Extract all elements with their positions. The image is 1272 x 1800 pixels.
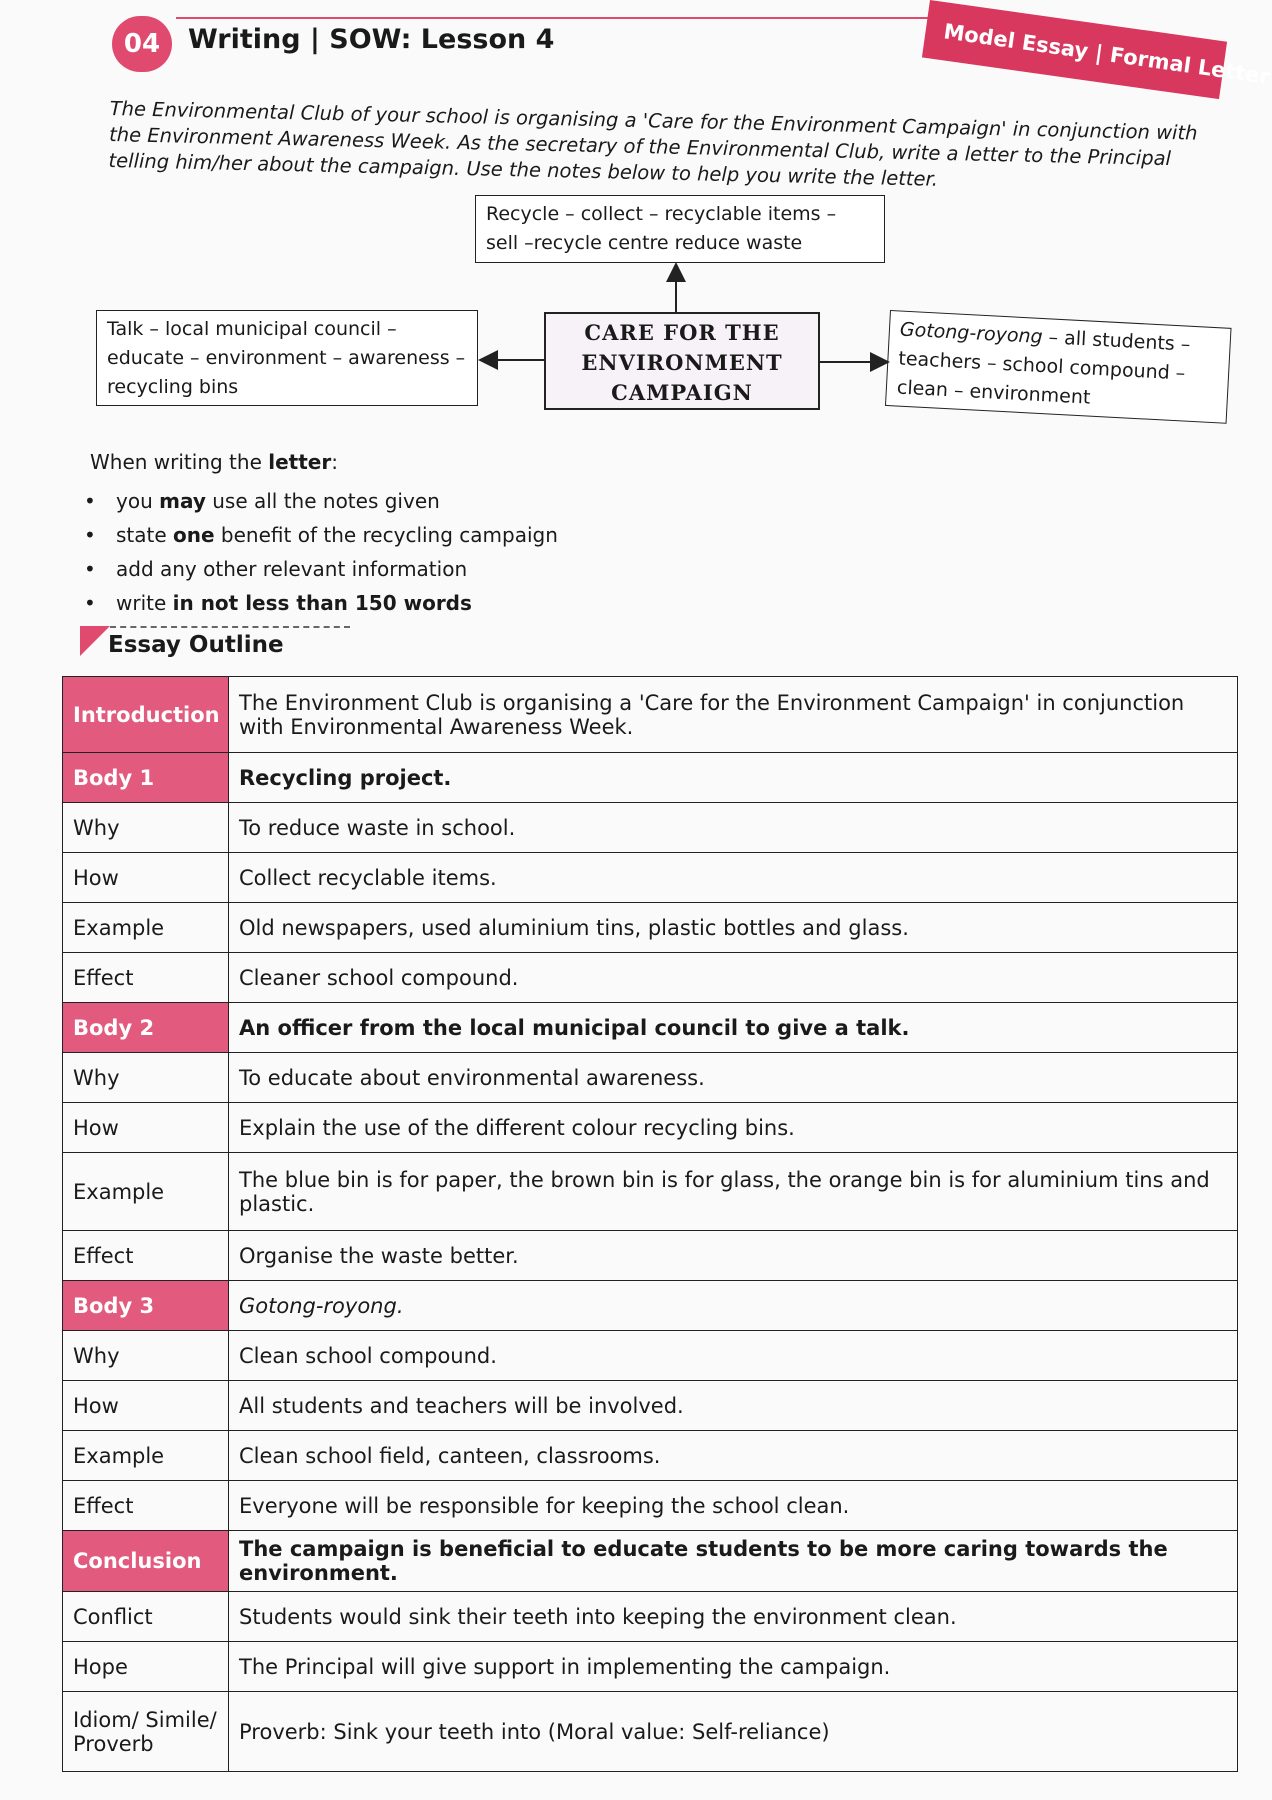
- bullet-pre: add any other relevant information: [116, 557, 468, 581]
- row-label: How: [63, 1103, 229, 1153]
- row-text: Old newspapers, used aluminium tins, plastic bottles and glass.: [229, 903, 1238, 953]
- row-text: Collect recyclable items.: [229, 853, 1238, 903]
- center-line-1: CARE FOR THE: [584, 320, 780, 345]
- table-row: [63, 853, 1238, 903]
- table-row: [63, 1003, 1238, 1053]
- center-line-3: CAMPAIGN: [611, 380, 753, 405]
- row-label: Conclusion: [63, 1531, 229, 1592]
- row-text: Clean school field, canteen, classrooms.: [229, 1431, 1238, 1481]
- table-row: [63, 1053, 1238, 1103]
- row-text: Explain the use of the different colour recycling bins.: [229, 1103, 1238, 1153]
- row-label: Introduction: [63, 677, 229, 753]
- instruction-bullets: [84, 484, 558, 620]
- row-text: Cleaner school compound.: [229, 953, 1238, 1003]
- bullet-item: [84, 518, 558, 552]
- mindmap-left-note: Talk – local municipal council – educate – environment – awareness – recycling bins: [96, 310, 478, 406]
- row-text: Proverb: Sink your teeth into (Moral value: Self-reliance): [229, 1692, 1238, 1772]
- row-label: Hope: [63, 1642, 229, 1692]
- table-row: [63, 1592, 1238, 1642]
- row-label: Body 2: [63, 1003, 229, 1053]
- bullet-post: benefit of the recycling campaign: [214, 523, 558, 547]
- row-label: How: [63, 1381, 229, 1431]
- row-text: Clean school compound.: [229, 1331, 1238, 1381]
- table-row: [63, 1381, 1238, 1431]
- instructions-intro: [90, 450, 338, 474]
- row-text: Recycling project.: [229, 753, 1238, 803]
- center-line-2: ENVIRONMENT: [581, 350, 783, 375]
- table-row: [63, 1231, 1238, 1281]
- row-label: Example: [63, 1153, 229, 1231]
- table-row: [63, 1281, 1238, 1331]
- row-text: Students would sink their teeth into keeping the environment clean.: [229, 1592, 1238, 1642]
- row-label: Why: [63, 1053, 229, 1103]
- heading-flag-icon: [80, 626, 110, 656]
- essay-outline-table: [62, 676, 1238, 1772]
- table-row: [63, 803, 1238, 853]
- row-label: Example: [63, 1431, 229, 1481]
- row-label: How: [63, 853, 229, 903]
- row-label: Body 1: [63, 753, 229, 803]
- row-label: Effect: [63, 953, 229, 1003]
- mindmap-right-text: – all students – teachers – school compound –clean – environment: [896, 326, 1191, 409]
- table-row: [63, 1331, 1238, 1381]
- intro-pre: When writing the: [90, 450, 269, 474]
- task-prompt: The Environmental Club of your school is organising a 'Care for the Environment Campaign' in conjunction with the Environment Awareness Week. As the secretary of the Environmental Club, write a letter to the Principal telling him/her about the campaign. Use the notes below to help you write the letter.: [108, 96, 1198, 191]
- row-text: The Environment Club is organising a 'Care for the Environment Campaign' in conjunction with Environmental Awareness Week.: [229, 677, 1238, 753]
- row-label: Conflict: [63, 1592, 229, 1642]
- table-row: [63, 953, 1238, 1003]
- bullet-pre: state: [116, 523, 174, 547]
- essay-outline-title: Essay Outline: [108, 632, 284, 658]
- table-row: [63, 1481, 1238, 1531]
- table-row: [63, 677, 1238, 753]
- row-text: The blue bin is for paper, the brown bin is for glass, the orange bin is for aluminium tins and plastic.: [229, 1153, 1238, 1231]
- row-label: Example: [63, 903, 229, 953]
- gotong-royong-term: Gotong-royong: [899, 318, 1044, 349]
- bullet-item: [84, 484, 558, 518]
- bullet-pre: you: [116, 489, 160, 513]
- bullet-bold: one: [173, 523, 215, 547]
- row-text: To reduce waste in school.: [229, 803, 1238, 853]
- table-row: [63, 1642, 1238, 1692]
- row-text: All students and teachers will be involved.: [229, 1381, 1238, 1431]
- bullet-bold: may: [159, 489, 206, 513]
- row-text: To educate about environmental awareness.: [229, 1053, 1238, 1103]
- bullet-item: [84, 552, 558, 586]
- row-label: Why: [63, 803, 229, 853]
- table-row: [63, 1531, 1238, 1592]
- row-label: Body 3: [63, 1281, 229, 1331]
- bullet-item: [84, 586, 558, 620]
- bullet-post: use all the notes given: [205, 489, 440, 513]
- row-text: Organise the waste better.: [229, 1231, 1238, 1281]
- model-essay-banner: Model Essay | Formal Letter: [922, 0, 1227, 99]
- row-label: Why: [63, 1331, 229, 1381]
- intro-bold: letter: [268, 450, 332, 474]
- table-row: [63, 1153, 1238, 1231]
- row-label: Effect: [63, 1481, 229, 1531]
- row-label: Effect: [63, 1231, 229, 1281]
- table-row: [63, 1103, 1238, 1153]
- heading-dash: [110, 626, 350, 628]
- page-title: Writing | SOW: Lesson 4: [188, 24, 555, 55]
- row-text: Everyone will be responsible for keeping the school clean.: [229, 1481, 1238, 1531]
- row-text: Gotong-royong.: [229, 1281, 1238, 1331]
- mindmap-arrows: [0, 0, 1272, 440]
- bullet-pre: write: [116, 591, 173, 615]
- row-text: An officer from the local municipal council to give a talk.: [229, 1003, 1238, 1053]
- table-row: [63, 903, 1238, 953]
- mindmap-top-note: Recycle – collect – recyclable items – sell –recycle centre reduce waste: [475, 195, 885, 263]
- table-row: [63, 753, 1238, 803]
- row-text: The Principal will give support in implementing the campaign.: [229, 1642, 1238, 1692]
- intro-post: :: [331, 450, 338, 474]
- row-label: Idiom/ Simile/ Proverb: [63, 1692, 229, 1772]
- row-text: The campaign is beneficial to educate students to be more caring towards the environment.: [229, 1531, 1238, 1592]
- table-row: [63, 1431, 1238, 1481]
- bullet-bold: in not less than 150 words: [172, 591, 472, 615]
- table-row: [63, 1692, 1238, 1772]
- lesson-number-badge: 04: [112, 16, 172, 72]
